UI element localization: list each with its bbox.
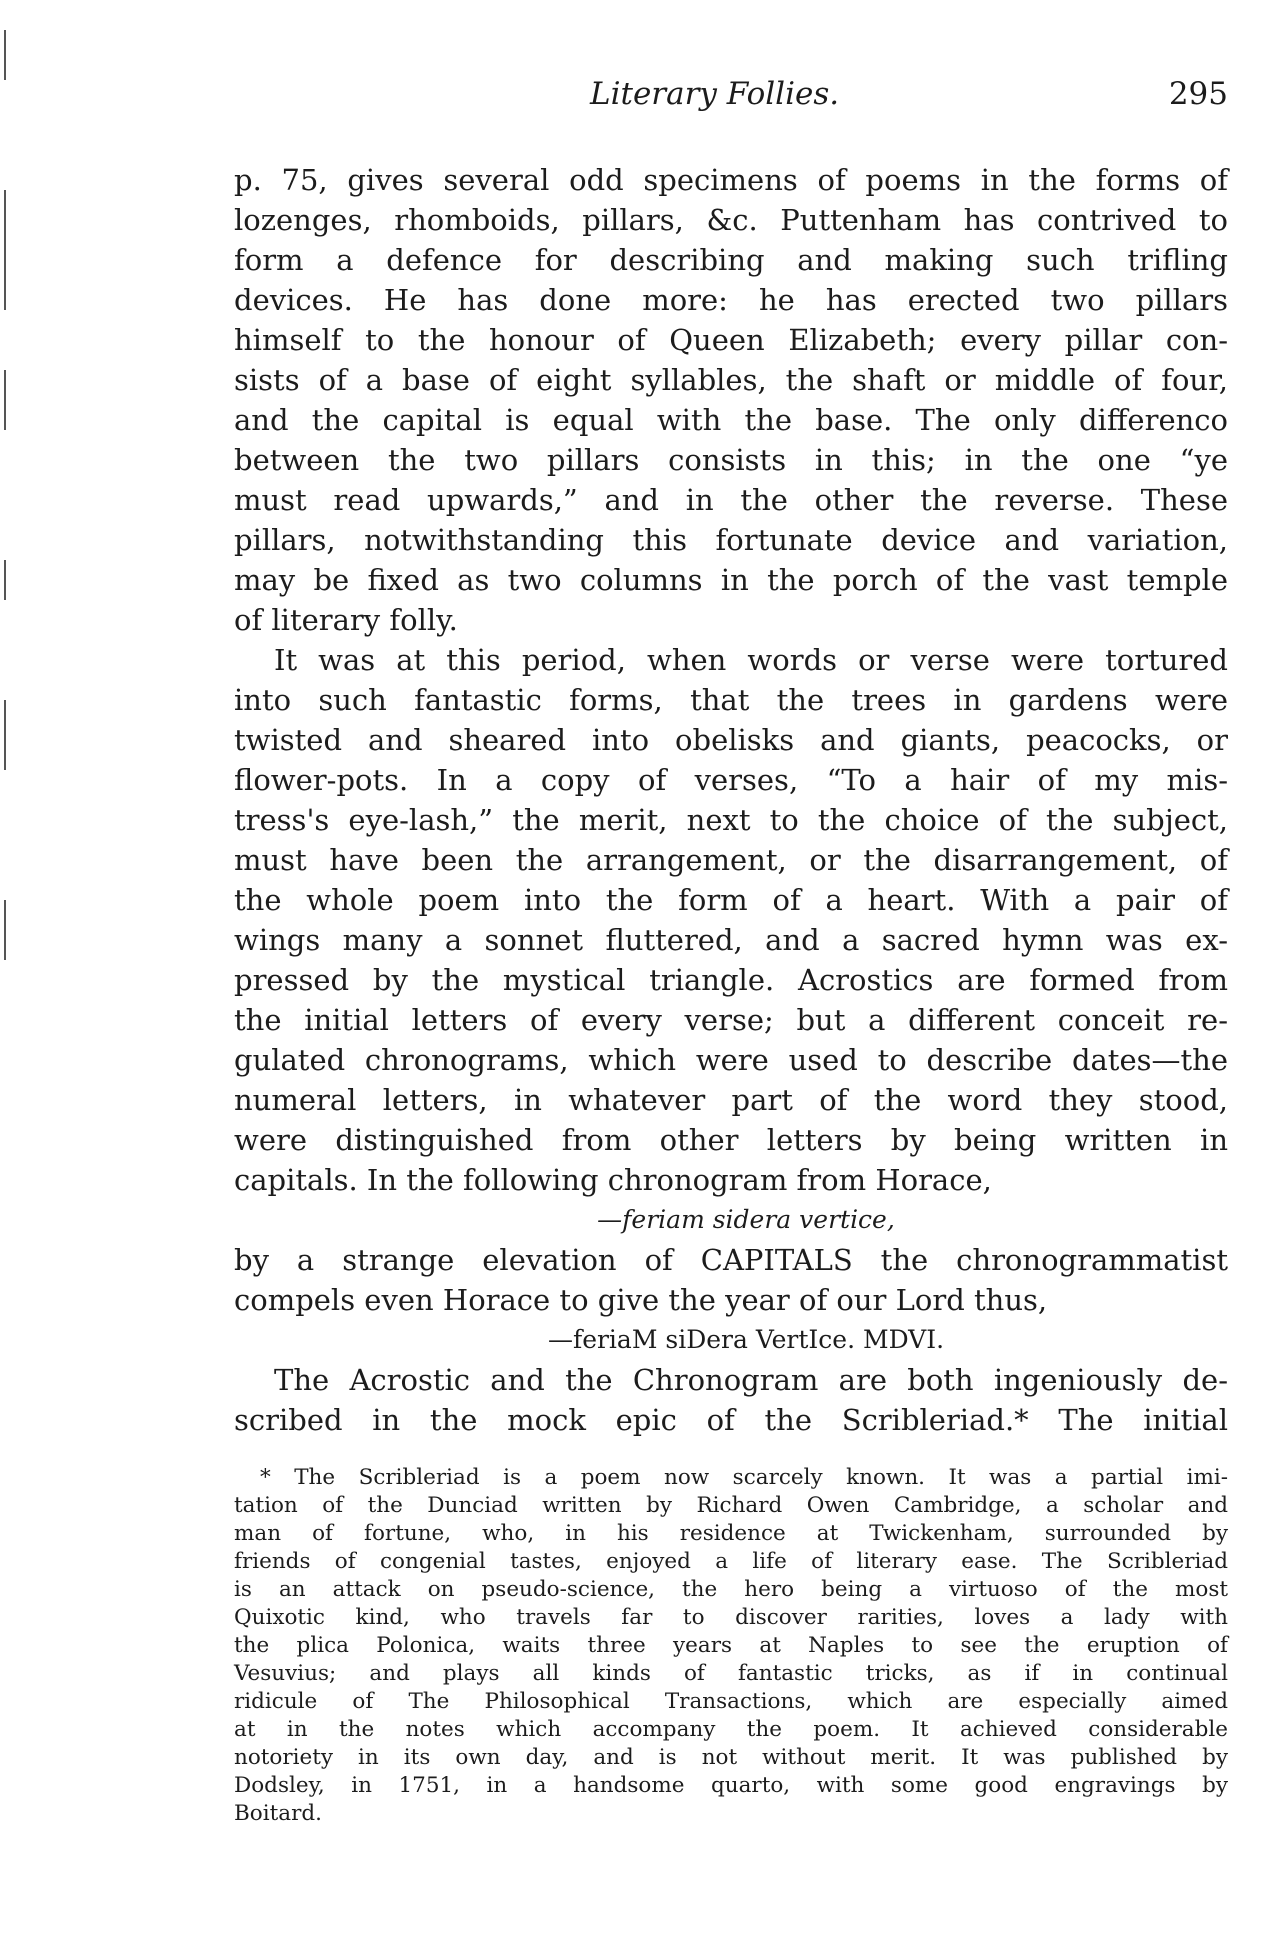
margin-mark (4, 370, 6, 430)
text-line: must have been the arrangement, or the disarrangement, of (234, 843, 1228, 877)
text-line: of literary folly. (234, 603, 458, 637)
footnote-line: Vesuvius; and plays all kinds of fantastic tricks, as if in continual (234, 1661, 1228, 1686)
text-line: twisted and sheared into obelisks and giants, peacocks, or (234, 723, 1228, 757)
text-line: pillars, notwithstanding this fortunate device and variation, (234, 523, 1228, 557)
page-header (234, 76, 1228, 126)
text-line: sists of a base of eight syllables, the shaft or middle of four, (234, 363, 1228, 397)
text-line: gulated chronograms, which were used to describe dates—the (234, 1043, 1228, 1077)
page-number: 295 (1168, 76, 1228, 112)
footnote-line: man of fortune, who, in his residence at Twickenham, surrounded by (234, 1521, 1228, 1546)
text-line: scribed in the mock epic of the Scribleriad.* The initial (234, 1403, 1228, 1437)
text-line: must read upwards,” and in the other the reverse. These (234, 483, 1228, 517)
text-line: compels even Horace to give the year of our Lord thus, (234, 1283, 1048, 1317)
footnote-line: Boitard. (234, 1801, 322, 1826)
quotation-chronogram: —feriaM siDera VertIce. MDVI. (547, 1325, 945, 1354)
text-line: by a strange elevation of CAPITALS the chronogrammatist (234, 1243, 1228, 1277)
text-line: into such fantastic forms, that the trees in gardens were (234, 683, 1228, 717)
paragraph-start-line: The Acrostic and the Chronogram are both ingeniously de- (274, 1363, 1228, 1397)
text-line: form a defence for describing and making such trifling (234, 243, 1228, 277)
footnote-line: is an attack on pseudo-science, the hero being a virtuoso of the most (234, 1577, 1228, 1602)
margin-mark (4, 560, 6, 600)
text-line: and the capital is equal with the base. The only differenco (234, 403, 1228, 437)
quotation-horace: —feriam sidera vertice, (597, 1205, 895, 1234)
main-text (234, 160, 1228, 1440)
text-line: wings many a sonnet fluttered, and a sacred hymn was ex- (234, 923, 1228, 957)
text-line: lozenges, rhomboids, pillars, &c. Puttenham has contrived to (234, 203, 1228, 237)
footnote-line: the plica Polonica, waits three years at Naples to see the eruption of (234, 1633, 1228, 1658)
text-line: devices. He has done more: he has erected two pillars (234, 283, 1228, 317)
paragraph-start-line: It was at this period, when words or verse were tortured (274, 643, 1228, 677)
footnote-line: notoriety in its own day, and is not without merit. It was published by (234, 1745, 1228, 1770)
margin-mark (4, 900, 6, 960)
text-line: flower-pots. In a copy of verses, “To a hair of my mis- (234, 763, 1228, 797)
scan-margin-marks (0, 0, 30, 1936)
text-line: between the two pillars consists in this; in the one “ye (234, 443, 1228, 477)
margin-mark (4, 700, 6, 770)
text-line: the initial letters of every verse; but a different conceit re- (234, 1003, 1228, 1037)
text-line: tress's eye-lash,” the merit, next to the choice of the subject, (234, 803, 1228, 837)
text-line: p. 75, gives several odd specimens of poems in the forms of (234, 163, 1228, 197)
footnote-line: friends of congenial tastes, enjoyed a life of literary ease. The Scribleriad (234, 1549, 1228, 1574)
text-line: numeral letters, in whatever part of the word they stood, (234, 1083, 1228, 1117)
footnote-line: ridicule of The Philosophical Transactions, which are especially aimed (234, 1689, 1228, 1714)
text-line: may be fixed as two columns in the porch of the vast temple (234, 563, 1228, 597)
margin-mark (4, 30, 6, 80)
text-line: himself to the honour of Queen Elizabeth; every pillar con- (234, 323, 1228, 357)
footnote-line: Dodsley, in 1751, in a handsome quarto, with some good engravings by (234, 1773, 1228, 1798)
footnote (234, 1464, 1228, 1828)
footnote-line: at in the notes which accompany the poem. It achieved considerable (234, 1717, 1228, 1742)
footnote-line: tation of the Dunciad written by Richard Owen Cambridge, a scholar and (234, 1493, 1228, 1518)
footnote-line: * The Scribleriad is a poem now scarcely known. It was a partial imi- (260, 1465, 1228, 1490)
footnote-line: Quixotic kind, who travels far to discover rarities, loves a lady with (234, 1605, 1228, 1630)
text-line: were distinguished from other letters by being written in (234, 1123, 1228, 1157)
text-line: capitals. In the following chronogram from Horace, (234, 1163, 992, 1197)
text-line: the whole poem into the form of a heart. With a pair of (234, 883, 1228, 917)
text-line: pressed by the mystical triangle. Acrostics are formed from (234, 963, 1228, 997)
margin-mark (4, 190, 6, 310)
running-title: Literary Follies. (590, 76, 840, 112)
